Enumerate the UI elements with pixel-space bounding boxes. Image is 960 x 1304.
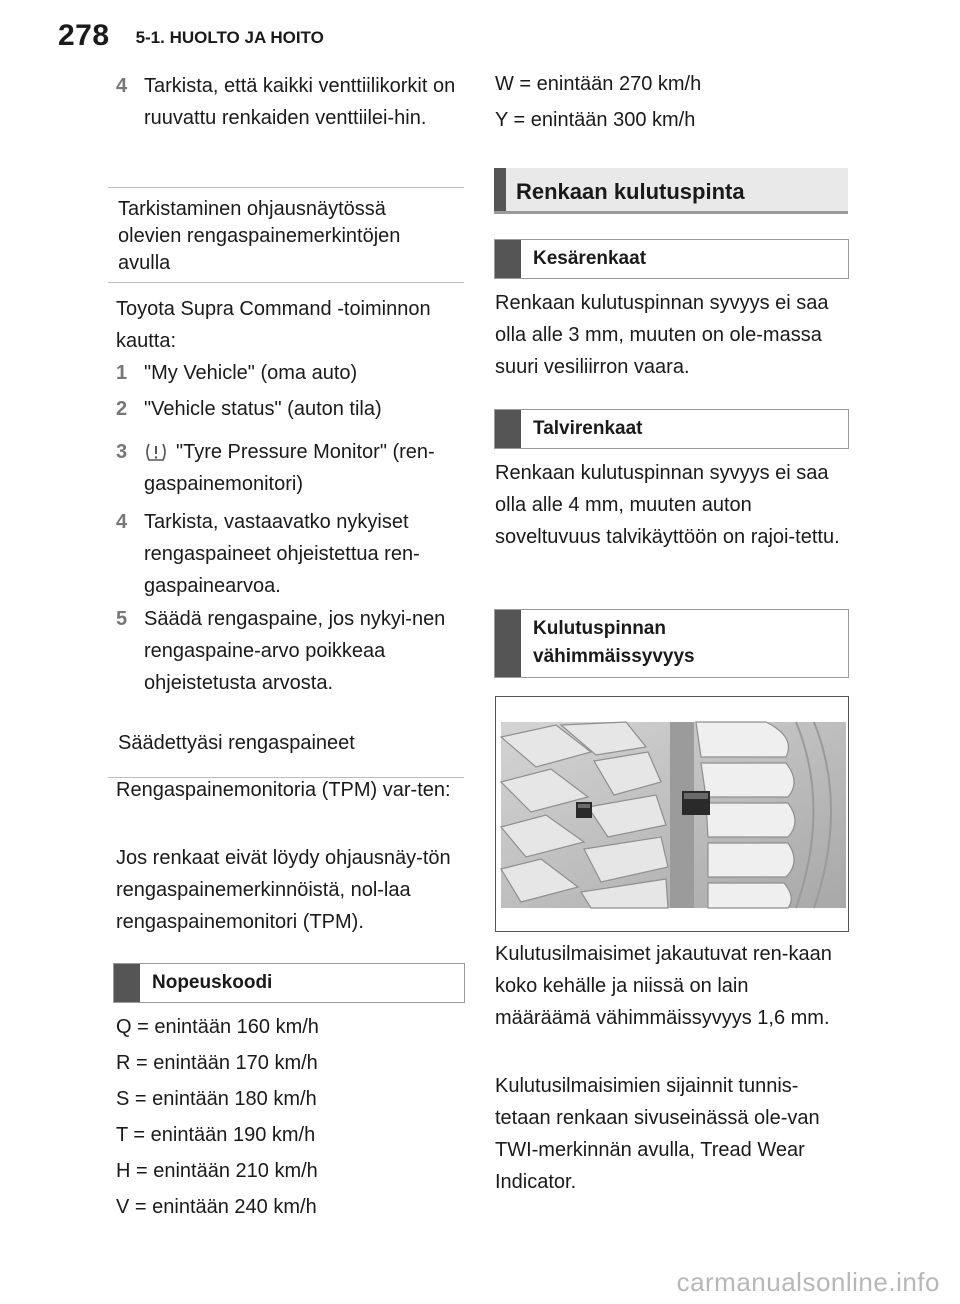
paragraph-reset-tpm: Jos renkaat eivät löydy ohjausnäy-tön rengaspainemerkinnöistä, nol-laa rengaspainemonitori (TPM).	[116, 847, 451, 933]
section-title: 5-1. HUOLTO JA HOITO	[135, 28, 324, 47]
speed-code-y: Y = enintään 300 km/h	[495, 109, 696, 131]
page-number: 278	[58, 19, 110, 52]
speed-code-t: T = enintään 190 km/h	[116, 1124, 316, 1146]
step-4-compare	[116, 506, 464, 602]
step-text: Säädä rengaspaine, jos nykyi-nen rengaspaine-arvo poikkeaa ohjeistetusta arvosta.	[144, 608, 446, 694]
note-text: Tarkistaminen ohjausnäytössä olevien rengaspainemerkintöjen avulla	[118, 198, 401, 274]
step-number: 1	[116, 362, 128, 384]
heading-label: Talvirenkaat	[533, 418, 643, 439]
heading-label: Kesärenkaat	[533, 248, 647, 269]
heading-bar	[495, 610, 521, 677]
heading-min-depth	[494, 609, 849, 678]
tyre-tread-image	[496, 697, 848, 931]
paragraph-twi-marking: Kulutusilmaisimien sijainnit tunnis-tetaan renkaan sivuseinässä ole-van TWI-merkinnän avulla, Tread Wear Indicator.	[495, 1075, 820, 1193]
step-text	[144, 436, 474, 500]
step-5	[116, 603, 464, 699]
step-number: 4	[116, 75, 128, 97]
step-1	[116, 357, 474, 389]
wear-indicator-marker-large	[682, 791, 710, 815]
step-number: 5	[116, 608, 128, 630]
tread-wear-illustration	[495, 696, 849, 932]
heading-bar	[495, 240, 521, 278]
note-after-adjust	[108, 718, 464, 778]
step-text: Tarkista, vastaavatko nykyiset rengaspaineet ohjeistettua ren-gaspainearvoa.	[144, 511, 420, 597]
speed-code-r: R = enintään 170 km/h	[116, 1052, 318, 1074]
paragraph-summer: Renkaan kulutuspinnan syvyys ei saa olla alle 3 mm, muuten on ole-massa suuri vesiliirron vaara.	[495, 292, 829, 378]
heading-label: Renkaan kulutuspinta	[516, 179, 745, 204]
heading-label: Kulutuspinnan vähimmäissyvyys	[533, 618, 695, 667]
speed-code-h: H = enintään 210 km/h	[116, 1160, 318, 1182]
paragraph-winter: Renkaan kulutuspinnan syvyys ei saa olla alle 4 mm, muuten auton soveltuvuus talvikäyttöön on rajoi-tettu.	[495, 462, 840, 548]
step-number: 2	[116, 398, 128, 420]
speed-code-v: V = enintään 240 km/h	[116, 1196, 317, 1218]
step-text: "My Vehicle" (oma auto)	[144, 362, 358, 384]
heading-bar	[114, 964, 140, 1002]
speed-code-q: Q = enintään 160 km/h	[116, 1016, 319, 1038]
step-number: 3	[116, 441, 128, 463]
step-number: 4	[116, 511, 128, 533]
watermark: carmanualsonline.info	[676, 1267, 940, 1297]
paragraph-wear-indicators: Kulutusilmaisimet jakautuvat ren-kaan koko kehälle ja niissä on lain määräämä vähimmäissyvyys 1,6 mm.	[495, 943, 832, 1029]
step-3-label: "Tyre Pressure Monitor" (ren-gaspainemonitori)	[144, 441, 435, 495]
step-3	[116, 436, 474, 500]
tyre-pressure-warning-icon	[144, 441, 168, 463]
paragraph-supra-command: Toyota Supra Command -toiminnon kautta:	[116, 298, 431, 352]
heading-tread	[494, 168, 848, 214]
paragraph-tpm: Rengaspainemonitoria (TPM) var-ten:	[116, 779, 451, 801]
step-text: "Vehicle status" (auton tila)	[144, 398, 382, 420]
heading-winter-tyres	[494, 409, 849, 449]
heading-bar	[495, 410, 521, 448]
speed-code-w: W = enintään 270 km/h	[495, 73, 702, 95]
step-2	[116, 393, 474, 425]
wear-indicator-marker-small	[576, 802, 592, 818]
note-text: Säädettyäsi rengaspaineet	[118, 732, 355, 754]
heading-speed-code	[113, 963, 465, 1003]
heading-summer-tyres	[494, 239, 849, 279]
heading-label: Nopeuskoodi	[152, 972, 273, 993]
step-text: Tarkista, että kaikki venttiilikorkit on ruuvattu renkaiden venttiilei-hin.	[144, 75, 456, 129]
note-check-display	[108, 187, 464, 283]
speed-code-s: S = enintään 180 km/h	[116, 1088, 317, 1110]
page-header	[58, 14, 324, 58]
heading-bar	[494, 168, 506, 211]
step-4-valve-caps	[116, 70, 464, 134]
